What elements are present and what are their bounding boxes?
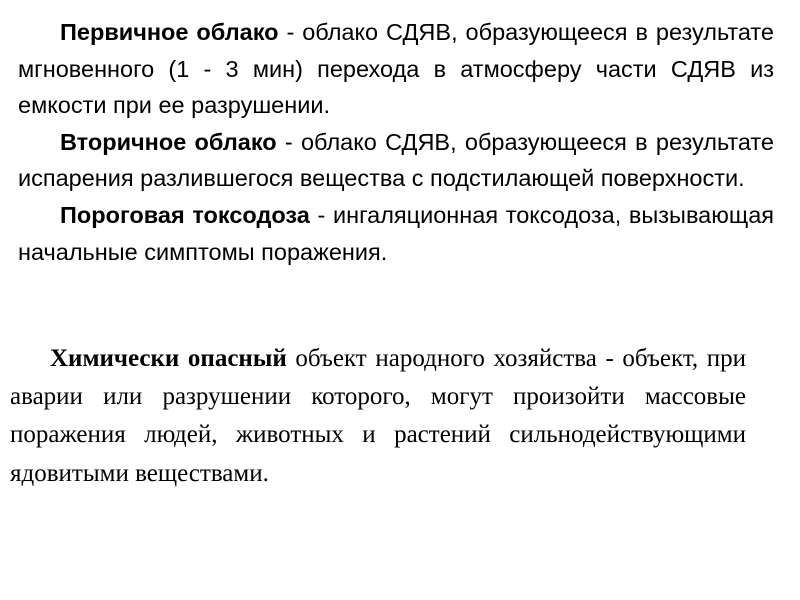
term-primary-cloud: Первичное облако — [60, 19, 279, 45]
definition-threshold-toxodose — [18, 197, 774, 270]
separator: - — [276, 128, 301, 155]
definition-text: облако СДЯВ, образующееся в результате испарения разлившегося вещества с подстилающей поверхности. — [18, 128, 774, 192]
definition-text: ингаляционная токсодоза, вызывающая начальные симптомы поражения. — [18, 201, 774, 265]
chemical-hazard-block — [10, 340, 746, 493]
definition-chemical-hazard-object — [10, 340, 746, 493]
definition-text: объект народного хозяйства - объект, при аварии или разрушении которого, могут произойти массовые поражения людей, животных и растений сильнодействующими ядовитыми веществами. — [10, 345, 747, 487]
separator: - — [309, 201, 333, 228]
term-chemical-hazard: Химически опасный — [50, 345, 287, 372]
definition-secondary-cloud — [18, 124, 774, 197]
term-secondary-cloud: Вторичное облако — [60, 128, 277, 155]
definitions-block — [18, 14, 774, 270]
definition-primary-cloud — [18, 14, 774, 124]
term-threshold-toxodose: Пороговая токсодоза — [60, 201, 310, 228]
definition-text: облако СДЯВ, образующееся в результате мгновенного (1 - 3 мин) перехода в атмосферу части СДЯВ из емкости при ее разрушении. — [18, 19, 774, 119]
separator: - — [278, 19, 303, 45]
